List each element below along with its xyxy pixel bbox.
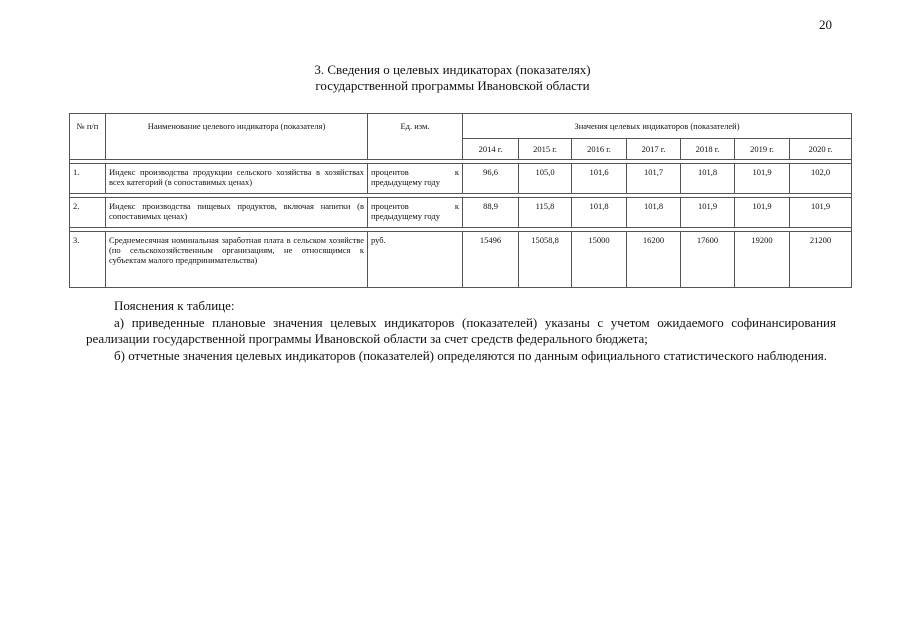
header-year: 2014 г. (463, 139, 519, 160)
value-cell: 19200 (735, 232, 790, 288)
value-cell: 101,9 (735, 164, 790, 194)
row-number: 3. (70, 232, 106, 288)
value-cell: 15000 (572, 232, 627, 288)
row-number: 2. (70, 198, 106, 228)
value-cell: 101,6 (572, 164, 627, 194)
value-cell: 96,6 (463, 164, 519, 194)
header-num: № п/п (70, 114, 106, 160)
unit-text: к (454, 167, 459, 177)
table-row (70, 164, 852, 194)
note-b: б) отчетные значения целевых индикаторов (показателей) определяются по данным официального статистического наблюдения. (114, 347, 828, 363)
header-values: Значения целевых индикаторов (показателей) (463, 114, 852, 139)
header-year: 2019 г. (735, 139, 790, 160)
table-row (70, 198, 852, 228)
value-cell: 101,9 (790, 198, 852, 228)
table-row (70, 232, 852, 288)
header-name: Наименование целевого индикатора (показателя) (106, 114, 368, 160)
unit-text: процентов (371, 201, 409, 211)
value-cell: 101,7 (627, 164, 681, 194)
value-cell: 101,9 (681, 198, 735, 228)
value-cell: 101,8 (572, 198, 627, 228)
notes-heading: Пояснения к таблице: (114, 298, 235, 313)
value-cell: 102,0 (790, 164, 852, 194)
header-year: 2020 г. (790, 139, 852, 160)
unit-text: предыдущему году (371, 211, 440, 221)
unit-text: к (454, 201, 459, 211)
indicator-name: Индекс производства продукции сельского хозяйства в хозяйствах всех категорий (в сопоставимых ценах) (106, 164, 368, 194)
unit-cell (368, 232, 463, 288)
page-number: 20 (819, 17, 832, 32)
value-cell: 115,8 (519, 198, 572, 228)
unit-cell (368, 164, 463, 194)
indicator-name: Среднемесячная номинальная заработная плата в сельском хозяйстве (по сельскохозяйственным организациям, не относящимся к субъектам малого предпринимательства) (106, 232, 368, 288)
header-year: 2017 г. (627, 139, 681, 160)
value-cell: 88,9 (463, 198, 519, 228)
table-notes (86, 298, 836, 364)
unit-text: предыдущему году (371, 177, 440, 187)
header-unit: Ед. изм. (368, 114, 463, 160)
value-cell: 21200 (790, 232, 852, 288)
unit-cell (368, 198, 463, 228)
value-cell: 15058,8 (519, 232, 572, 288)
value-cell: 16200 (627, 232, 681, 288)
value-cell: 17600 (681, 232, 735, 288)
unit-text: руб. (371, 235, 386, 245)
unit-text: процентов (371, 167, 409, 177)
indicators-table (69, 113, 852, 288)
value-cell: 101,8 (627, 198, 681, 228)
section-title-line-1: 3. Сведения о целевых индикаторах (показателях) (314, 62, 591, 77)
value-cell: 101,8 (681, 164, 735, 194)
row-number: 1. (70, 164, 106, 194)
header-year: 2015 г. (519, 139, 572, 160)
note-a: а) приведенные плановые значения целевых индикаторов (показателей) указаны с учетом ожидаемого софинансирования реализации государственной программы Ивановской области за счет средств федерального бюджета; (86, 314, 836, 346)
header-year: 2018 г. (681, 139, 735, 160)
header-year: 2016 г. (572, 139, 627, 160)
section-title (0, 62, 905, 94)
value-cell: 105,0 (519, 164, 572, 194)
value-cell: 15496 (463, 232, 519, 288)
value-cell: 101,9 (735, 198, 790, 228)
section-title-line-2: государственной программы Ивановской области (315, 78, 590, 93)
indicator-name: Индекс производства пищевых продуктов, включая напитки (в сопоставимых ценах) (106, 198, 368, 228)
